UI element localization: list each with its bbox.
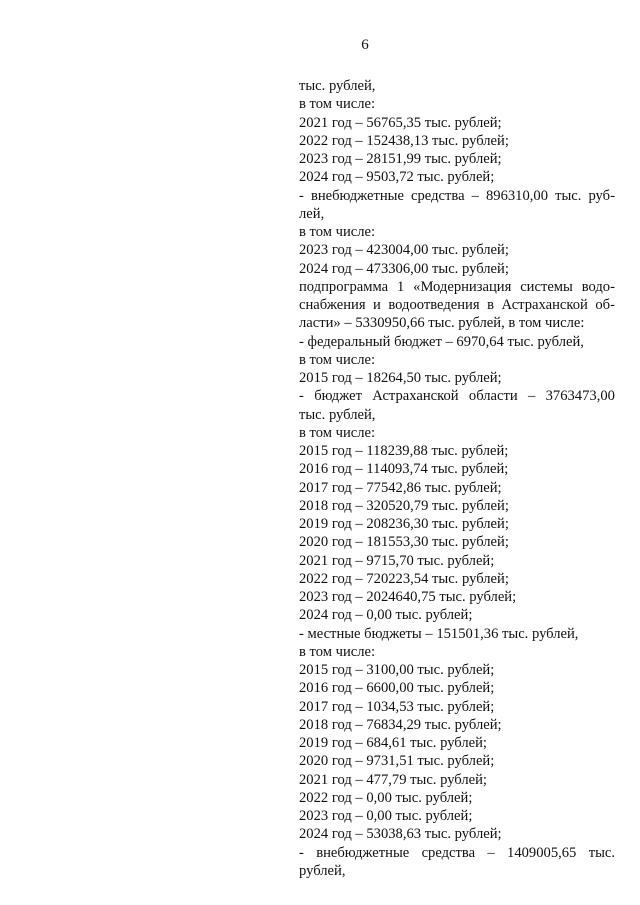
- text-line: 2024 год – 9503,72 тыс. рублей;: [299, 169, 495, 186]
- text-line: 2020 год – 181553,30 тыс. рублей;: [299, 534, 509, 551]
- text-line: 2020 год – 9731,51 тыс. рублей;: [299, 753, 495, 770]
- text-line: ласти» – 5330950,66 тыс. рублей, в том числе:: [299, 315, 585, 332]
- page-number: 6: [361, 37, 369, 53]
- text-line: 2018 год – 320520,79 тыс. рублей;: [299, 497, 509, 514]
- text-line: 2017 год – 1034,53 тыс. рублей;: [299, 698, 495, 715]
- document-body: [299, 77, 615, 880]
- text-line: в том числе:: [299, 351, 376, 368]
- text-line: 2024 год – 53038,63 тыс. рублей;: [299, 826, 502, 843]
- text-line: в том числе:: [299, 424, 376, 441]
- text-line: снабжения и водоотведения в Астраханской об-: [299, 297, 615, 313]
- text-line: 2022 год – 720223,54 тыс. рублей;: [299, 570, 509, 587]
- text-line: 2015 год – 18264,50 тыс. рублей;: [299, 370, 502, 386]
- text-line: 2017 год – 77542,86 тыс. рублей;: [299, 479, 502, 496]
- text-line: рублей,: [299, 862, 346, 879]
- text-line: 2016 год – 114093,74 тыс. рублей;: [299, 461, 509, 478]
- text-line: 2021 год – 56765,35 тыс. рублей;: [299, 114, 502, 131]
- text-line: 2024 год – 473306,00 тыс. рублей;: [299, 260, 509, 277]
- text-line: 2021 год – 477,79 тыс. рублей;: [299, 771, 487, 788]
- text-line: 2023 год – 2024640,75 тыс. рублей;: [299, 589, 517, 605]
- text-line: 2024 год – 0,00 тыс. рублей;: [299, 607, 473, 624]
- text-line: 2016 год – 6600,00 тыс. рублей;: [299, 680, 495, 697]
- text-line: - бюджет Астраханской области – 3763473,00: [299, 388, 615, 405]
- text-line: 2018 год – 76834,29 тыс. рублей;: [299, 716, 502, 733]
- text-line: 2019 год – 208236,30 тыс. рублей;: [299, 516, 509, 532]
- text-line: - внебюджетные средства – 1409005,65 тыс.: [299, 844, 615, 861]
- text-line: 2022 год – 152438,13 тыс. рублей;: [299, 132, 509, 149]
- text-line: 2023 год – 423004,00 тыс. рублей;: [299, 242, 509, 259]
- text-line: лей,: [299, 205, 325, 222]
- text-line: в том числе:: [299, 224, 376, 240]
- text-line: тыс. рублей,: [299, 406, 376, 423]
- text-line: подпрограмма 1 «Модернизация системы водо-: [299, 278, 615, 295]
- text-line: в том числе:: [299, 96, 376, 113]
- text-line: - внебюджетные средства – 896310,00 тыс. руб-: [299, 187, 615, 204]
- text-line: 2022 год – 0,00 тыс. рублей;: [299, 789, 473, 806]
- text-line: 2021 год – 9715,70 тыс. рублей;: [299, 552, 495, 569]
- text-line: 2023 год – 28151,99 тыс. рублей;: [299, 151, 502, 167]
- text-line: тыс. рублей,: [299, 78, 376, 94]
- text-line: 2015 год – 118239,88 тыс. рублей;: [299, 443, 509, 459]
- text-line: 2015 год – 3100,00 тыс. рублей;: [299, 662, 495, 678]
- text-line: 2019 год – 684,61 тыс. рублей;: [299, 735, 487, 751]
- text-line: - местные бюджеты – 151501,36 тыс. рублей,: [299, 625, 579, 642]
- text-line: 2023 год – 0,00 тыс. рублей;: [299, 808, 473, 824]
- text-line: - федеральный бюджет – 6970,64 тыс. рублей,: [299, 333, 584, 350]
- text-line: в том числе:: [299, 643, 376, 660]
